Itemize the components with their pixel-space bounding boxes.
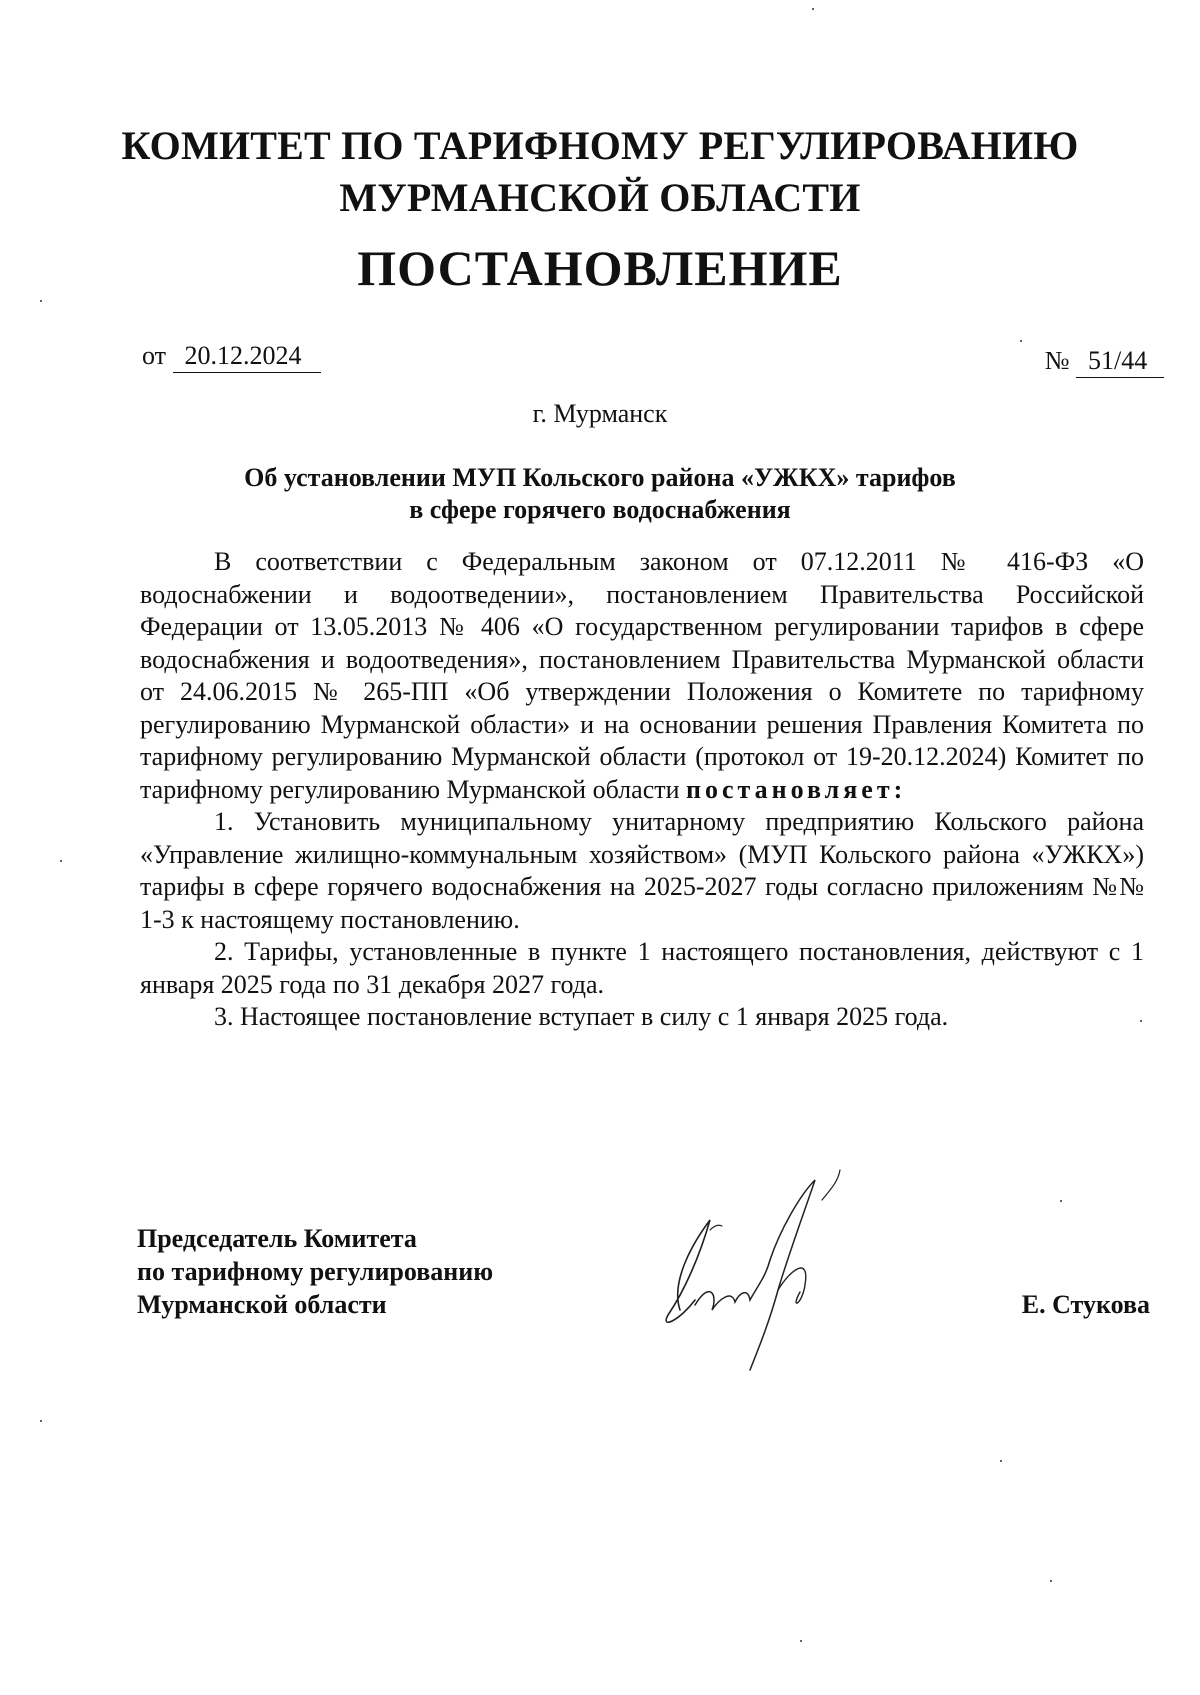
date-prefix: от	[142, 341, 167, 370]
scan-speck	[812, 8, 814, 10]
scan-speck	[800, 1640, 802, 1642]
position-line-3: Мурманской области	[137, 1290, 387, 1319]
signatory-position	[137, 1222, 493, 1321]
subject-line-1: Об установлении МУП Кольского района «УЖКХ» тарифов	[244, 463, 956, 492]
handwritten-signature	[640, 1160, 900, 1390]
document-number	[1045, 345, 1164, 378]
item-2-paragraph: 2. Тарифы, установленные в пункте 1 настоящего постановления, действуют с 1 января 2025 года по 31 декабря 2027 года.	[140, 937, 1144, 999]
scan-speck	[40, 1420, 42, 1422]
scan-speck	[1140, 1020, 1142, 1022]
subject-line-2: в сфере горячего водоснабжения	[409, 495, 791, 524]
scan-speck	[40, 300, 42, 302]
scan-speck	[1020, 340, 1022, 342]
scan-speck	[1060, 1200, 1062, 1202]
date-value: 20.12.2024	[173, 340, 321, 373]
document-subject	[0, 462, 1200, 526]
scan-speck	[1000, 1460, 1002, 1462]
item-1-paragraph: 1. Установить муниципальному унитарному предприятию Кольского района «Управление жилищно-коммунальным хозяйством» (МУП Кольского района «УЖКХ») тарифы в сфере горячего водоснабжения на 2025-2027 годы согласно приложениям №№ 1-3 к настоящему постановлению.	[140, 807, 1144, 934]
signatory-name: Е. Стукова	[1021, 1290, 1150, 1319]
number-value: 51/44	[1076, 345, 1164, 378]
document-date	[142, 340, 321, 373]
document-body	[140, 546, 1144, 1034]
number-prefix: №	[1044, 346, 1070, 375]
organization-title-line-2: МУРМАНСКОЙ ОБЛАСТИ	[339, 175, 861, 220]
preamble-paragraph	[140, 546, 1144, 806]
organization-title-line-1: КОМИТЕТ ПО ТАРИФНОМУ РЕГУЛИРОВАНИЮ	[121, 123, 1079, 168]
document-type: ПОСТАНОВЛЕНИЕ	[357, 240, 843, 296]
decides-keyword: постановляет:	[686, 774, 907, 804]
position-line-2: по тарифному регулированию	[137, 1257, 494, 1286]
organization-title	[0, 120, 1200, 224]
position-line-1: Председатель Комитета	[137, 1224, 417, 1253]
scan-speck	[1050, 1580, 1052, 1582]
preamble-text: В соответствии с Федеральным законом от 07.12.2011 № 416-ФЗ «О водоснабжении и водоотведении», постановлением Правительства Российской Федерации от 13.05.2013 № 406 «О государственном регулировании тарифов в сфере водоснабжения и водоотведения», постановлением Правительства Мурманской области от 24.06.2015 № 265-ПП «Об утверждении Положения о Комитете по тарифному регулированию Мурманской области» и на основании решения Правления Комитета по тарифному регулированию Мурманской области (протокол от 19-20.12.2024) Комитет по тарифному регулированию Мурманской области	[140, 547, 1144, 804]
document-city: г. Мурманск	[532, 399, 668, 428]
scan-speck	[60, 860, 62, 862]
item-3-paragraph: 3. Настоящее постановление вступает в силу с 1 января 2025 года.	[214, 1002, 949, 1031]
